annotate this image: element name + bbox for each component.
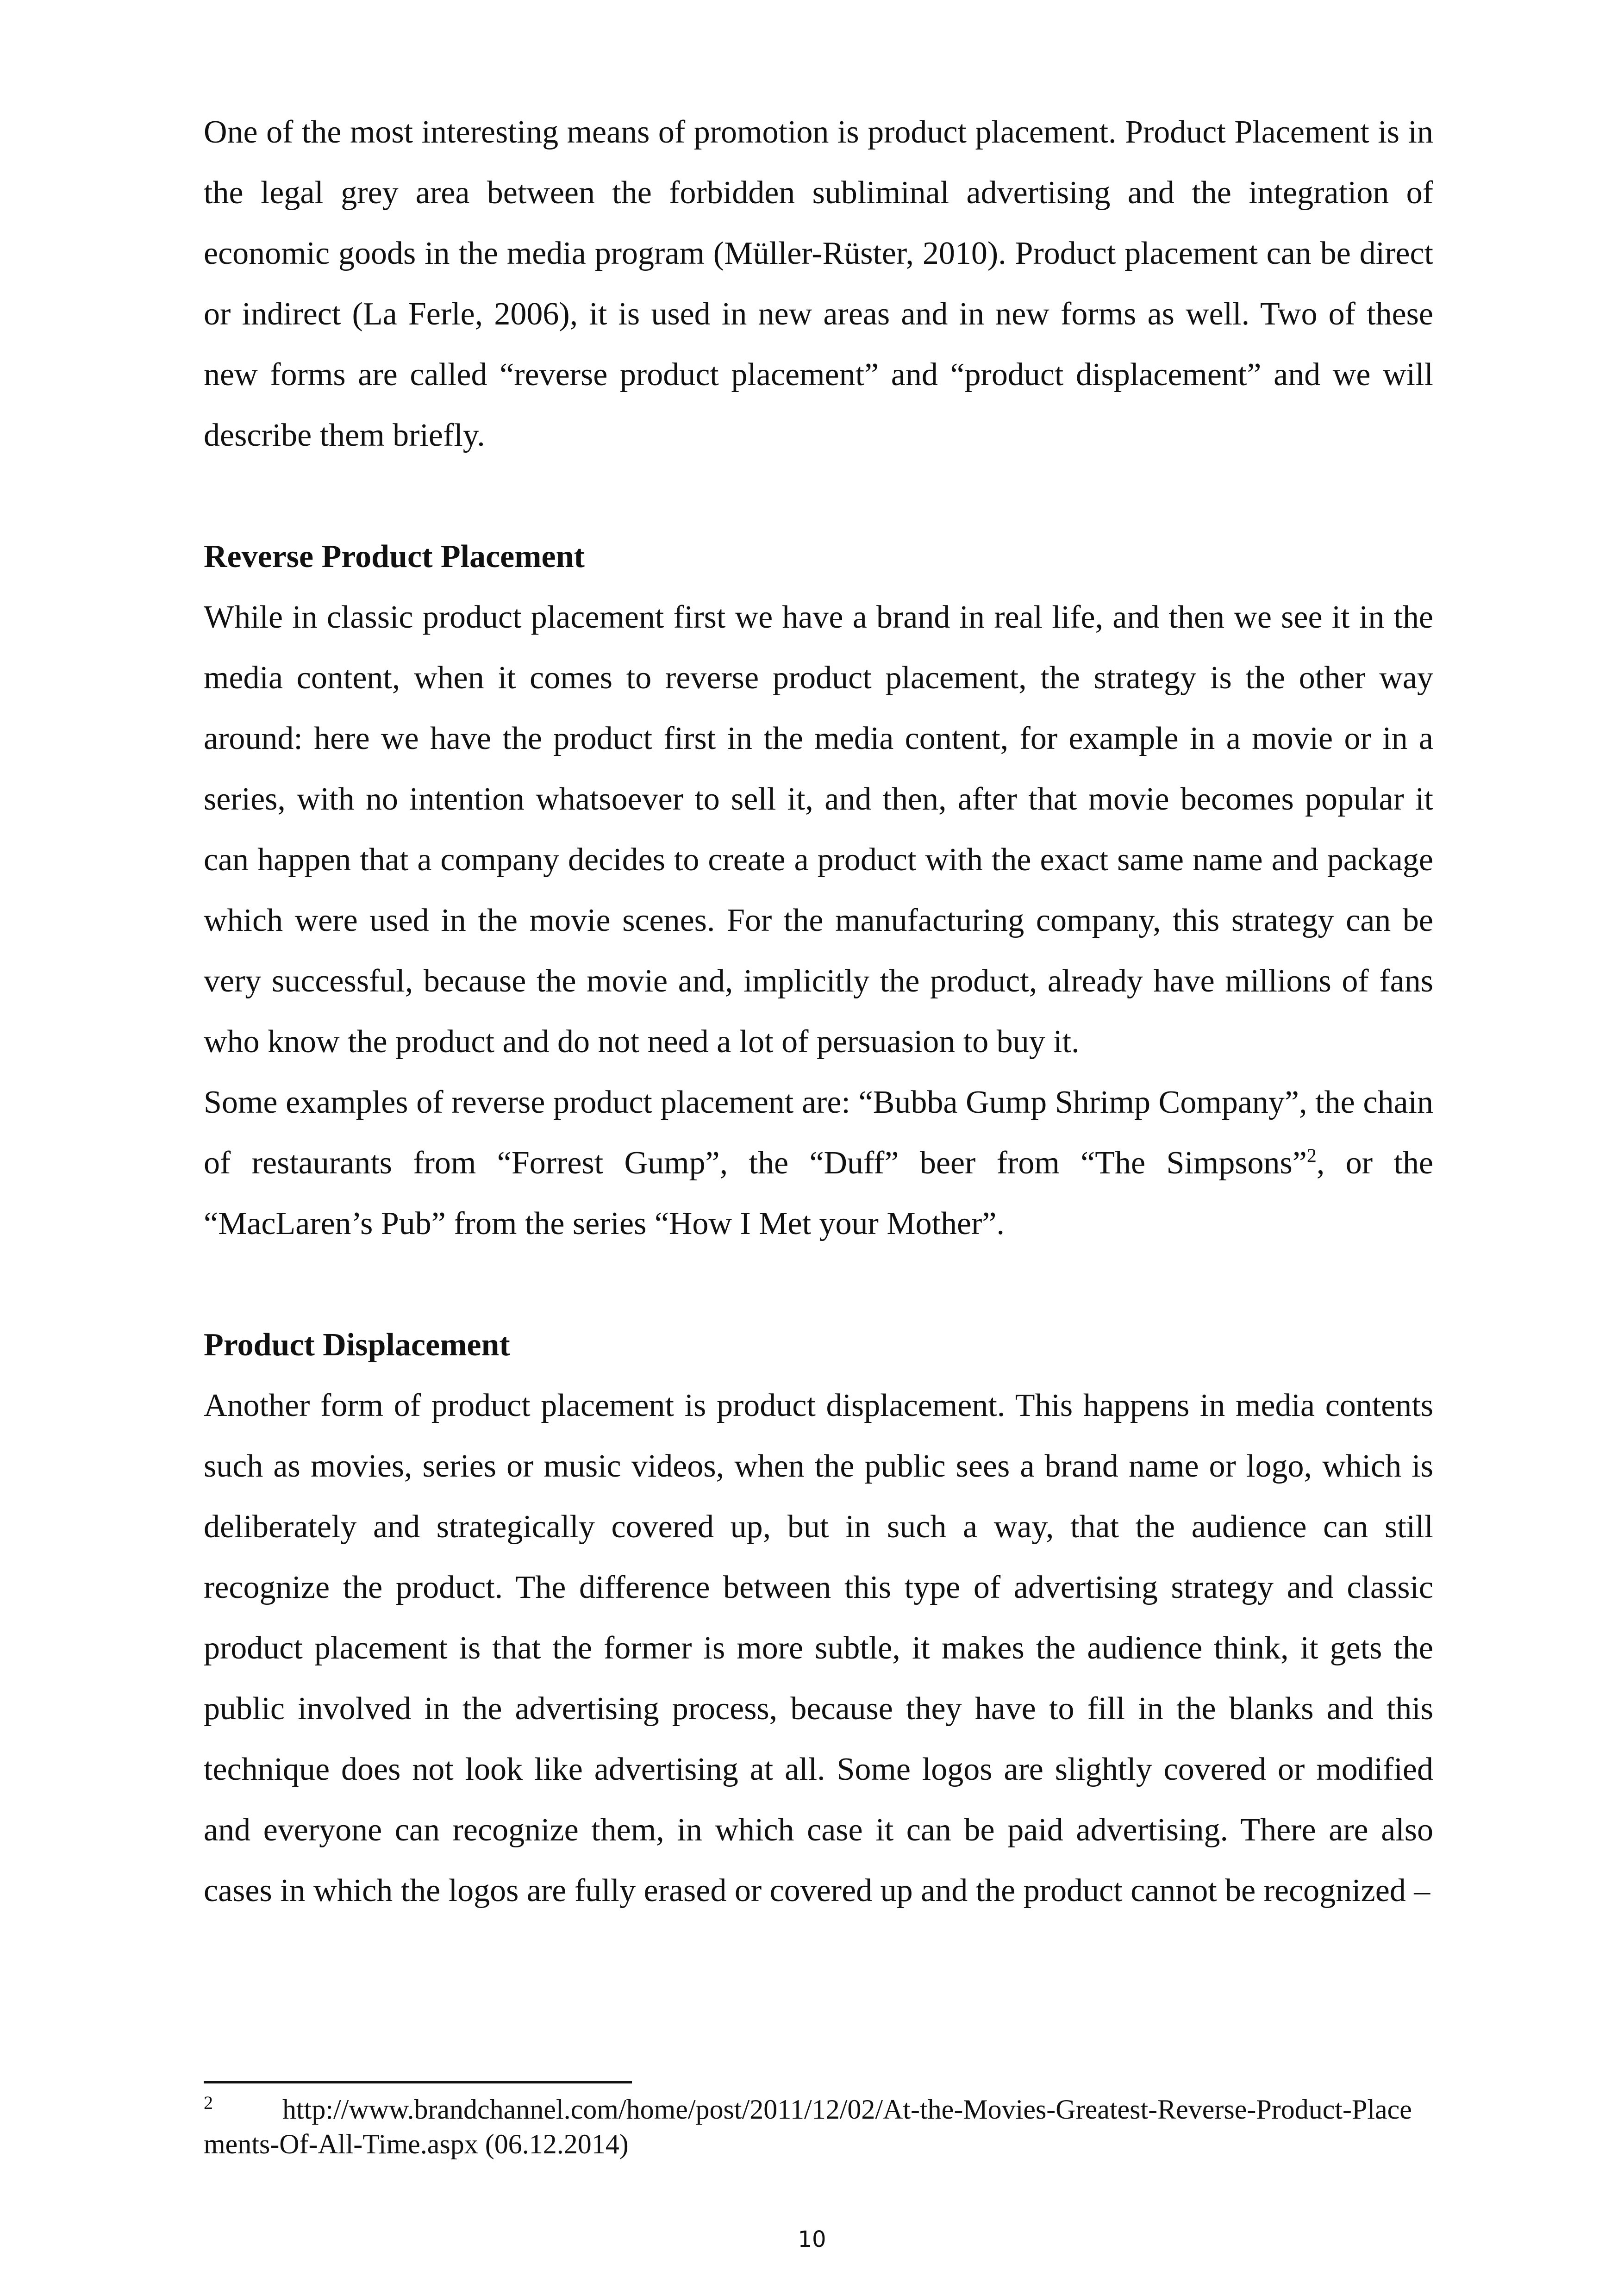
- examples-text-end: , or the “MacLaren’s Pub” from the series “How I Met your Mother”.: [204, 1145, 1433, 1241]
- reverse-placement-heading: Reverse Product Placement: [204, 539, 585, 574]
- section-spacer: [204, 466, 1433, 526]
- footnote-link[interactable]: http://www.brandchannel.com/home/post/2011/12/02/At-the-Movies-Greatest-Reverse-Product-Placements-Of-All-Time.aspx (06.12.2014): [204, 2094, 1412, 2159]
- footnote-reference: 2: [1306, 1145, 1317, 1167]
- reverse-placement-paragraph: While in classic product placement first we have a brand in real life, and then we see it in the media content, when it comes to reverse product placement, the strategy is the other way around: here we have the product first in the media content, for example in a movie or in a series, with no intention whatsoever to sell it, and then, after that movie becomes popular it can happen that a company decides to create a product with the exact same name and package which were used in the movie scenes. For the manufacturing company, this strategy can be very successful, because the movie and, implicitly the product, already have millions of fans who know the product and do not need a lot of persuasion to buy it.: [204, 599, 1433, 1060]
- product-displacement-paragraph: Another form of product placement is product displacement. This happens in media contents such as movies, series or music videos, when the public sees a brand name or logo, which is deliberately and strategically covered up, but in such a way, that the audience can still recognize the product. The difference between this type of advertising strategy and classic product placement is that the former is more subtle, it makes the audience think, it gets the public involved in the advertising process, because they have to fill in the blanks and this technique does not look like advertising at all. Some logos are slightly covered or modified and everyone can recognize them, in which case it can be paid advertising. There are also cases in which the logos are fully erased or covered up and the product cannot be recognized –: [204, 1388, 1433, 1908]
- intro-paragraph: One of the most interesting means of promotion is product placement. Product Placement is in the legal grey area between the forbidden subliminal advertising and the integration of economic goods in the media program (Müller-Rüster, 2010). Product placement can be direct or indirect (La Ferle, 2006), it is used in new areas and in new forms as well. Two of these new forms are called “reverse product placement” and “product displacement” and we will describe them briefly.: [204, 114, 1433, 453]
- reverse-placement-examples: [204, 1072, 1433, 1254]
- page-body: [204, 102, 1433, 1921]
- examples-text-start: Some examples of reverse product placement are: “Bubba Gump Shrimp Company”, the chain of restaurants from “Forrest Gump”, the “Duff” beer from “The Simpsons”: [204, 1085, 1433, 1181]
- page-number: 10: [798, 2226, 826, 2252]
- footnote: 2 http://www.brandchannel.com/home/post/2011/12/02/At-the-Movies-Greatest-Reverse-Product-Placements-Of-All-Time.aspx (06.12.2014): [204, 2092, 1412, 2159]
- product-displacement-heading: Product Displacement: [204, 1327, 510, 1363]
- footnote-separator: [204, 2081, 632, 2083]
- section-spacer: [204, 1254, 1433, 1315]
